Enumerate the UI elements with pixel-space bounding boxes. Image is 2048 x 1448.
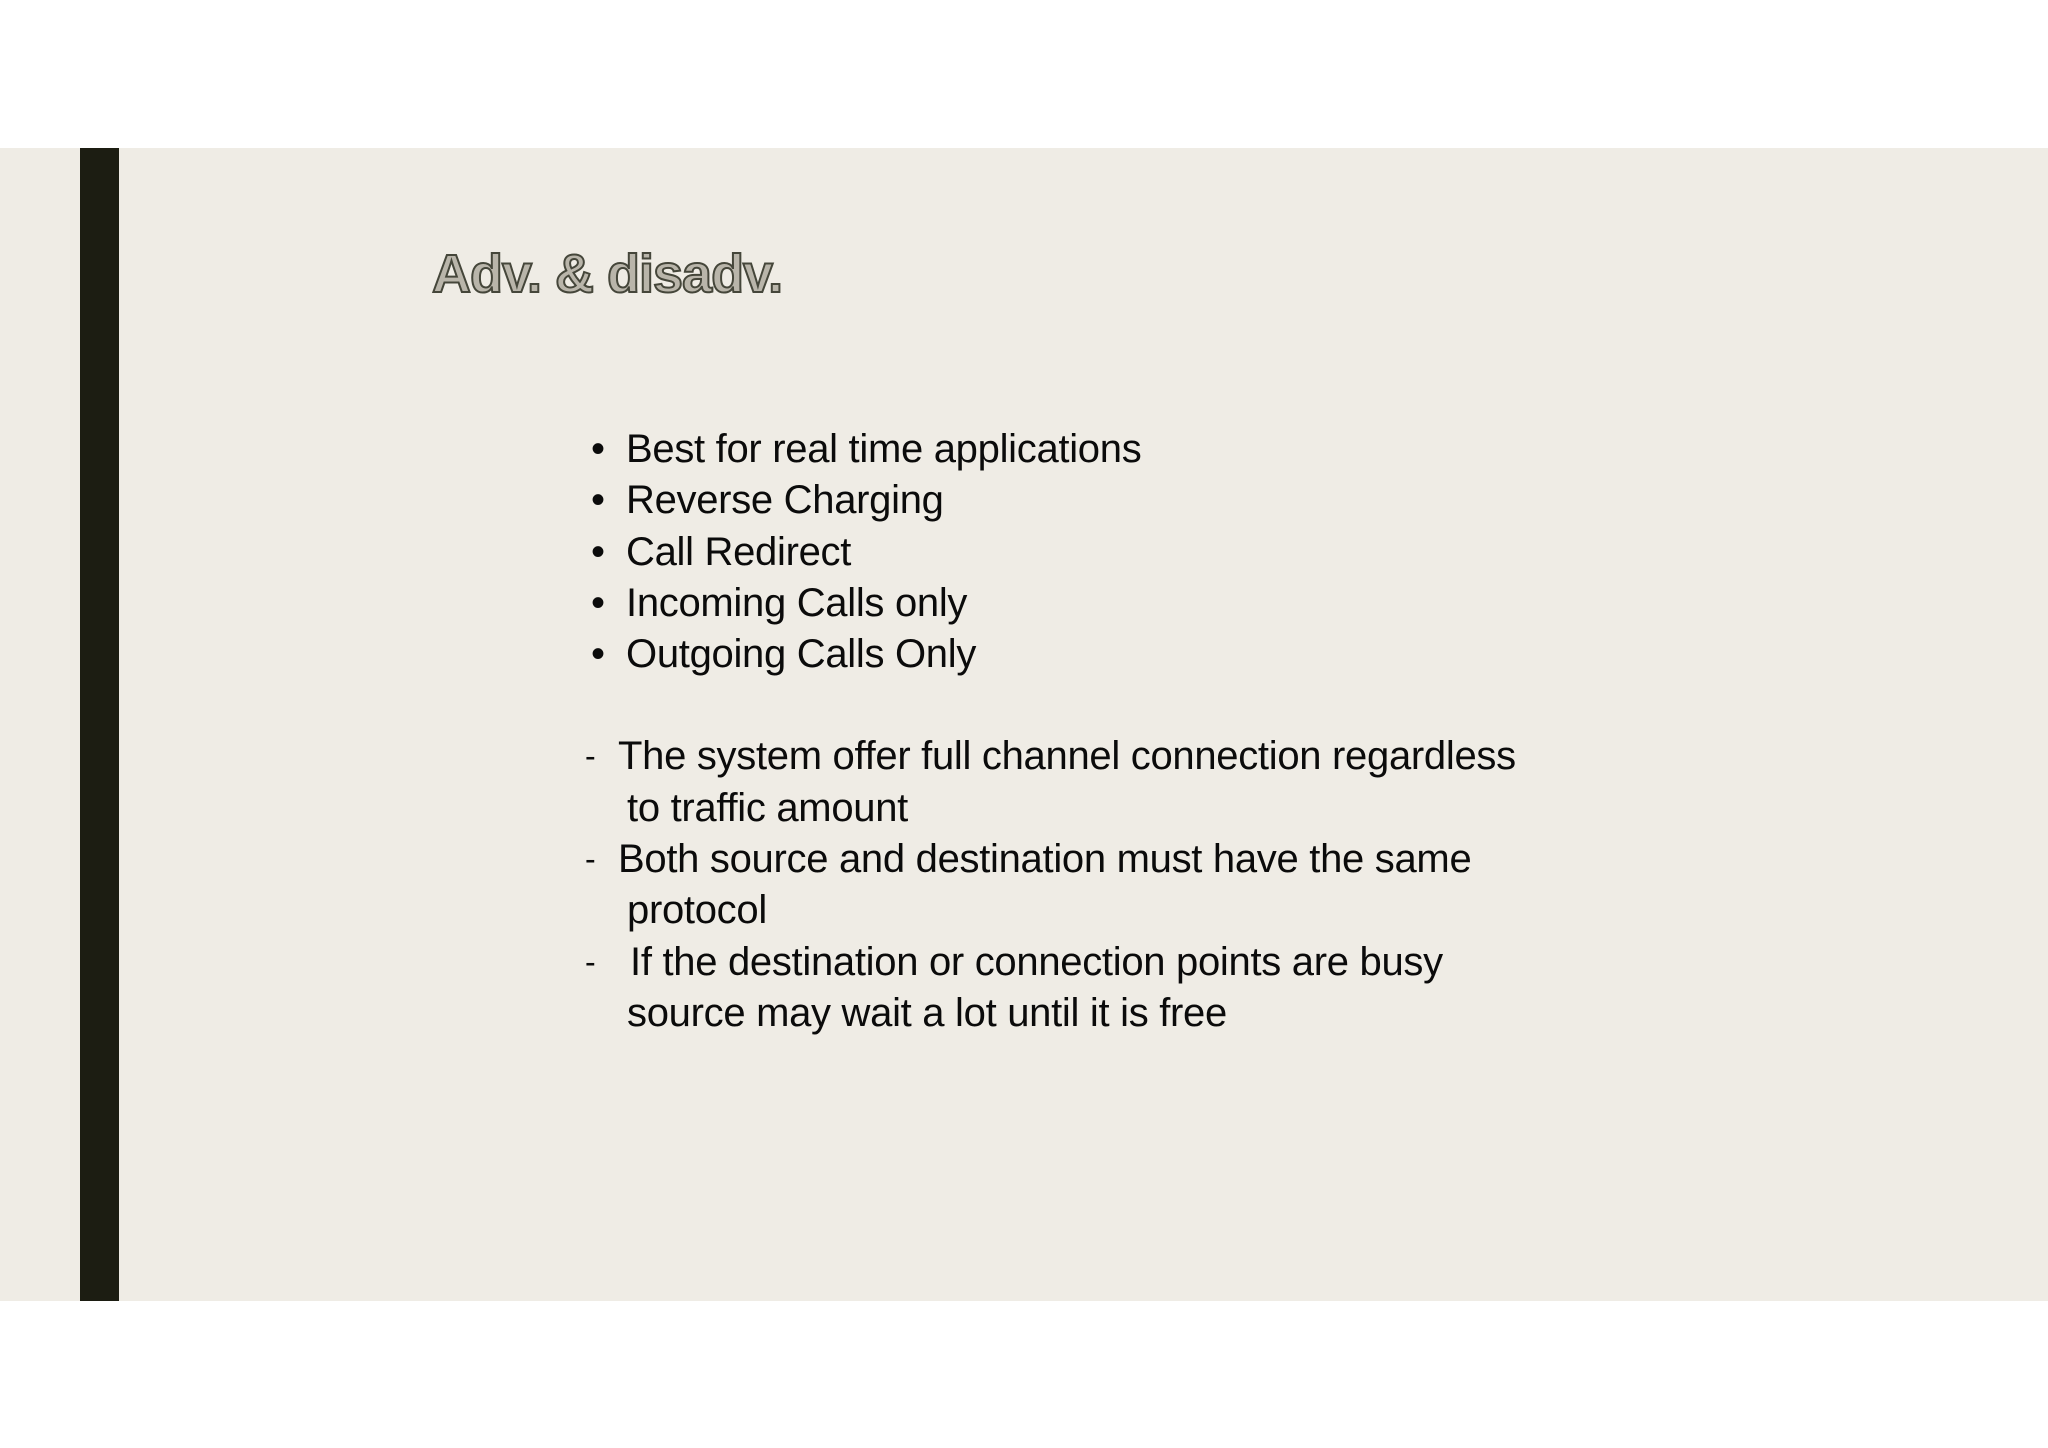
slide <box>0 148 2048 1301</box>
list-item <box>585 937 1585 1040</box>
list-item <box>585 834 1585 937</box>
bullet-icon: • <box>591 580 605 625</box>
list-item <box>585 578 1585 629</box>
disadvantage-text-continued: protocol <box>627 888 767 933</box>
advantage-text: Reverse Charging <box>626 478 944 523</box>
advantage-text: Call Redirect <box>626 529 852 574</box>
list-item <box>585 475 1585 526</box>
disadvantage-text-continued: source may wait a lot until it is free <box>627 990 1227 1035</box>
bullet-icon: • <box>591 529 605 574</box>
disadvantage-text: Both source and destination must have the same <box>618 837 1472 882</box>
disadvantages-list <box>585 731 1585 1039</box>
list-item <box>585 527 1585 578</box>
disadvantage-text: If the destination or connection points are busy <box>630 939 1443 984</box>
bullet-icon: • <box>591 478 605 523</box>
list-item <box>585 629 1585 680</box>
accent-bar <box>80 148 119 1301</box>
dash-icon: - <box>585 841 596 878</box>
disadvantage-text: The system offer full channel connection regardless <box>618 734 1516 779</box>
list-item <box>585 731 1585 834</box>
list-item <box>585 424 1585 475</box>
advantage-text: Incoming Calls only <box>626 580 968 625</box>
advantage-text: Best for real time applications <box>626 427 1142 471</box>
bullet-icon: • <box>591 632 605 677</box>
advantages-list <box>585 424 1585 680</box>
dash-icon: - <box>585 943 596 980</box>
dash-icon: - <box>585 738 596 775</box>
list-spacer <box>585 680 1585 731</box>
advantage-text: Outgoing Calls Only <box>626 632 977 677</box>
slide-content <box>585 424 1585 1039</box>
bullet-icon: • <box>591 427 605 471</box>
disadvantage-text-continued: to traffic amount <box>627 785 908 830</box>
slide-title: Adv. & disadv. <box>432 244 783 304</box>
